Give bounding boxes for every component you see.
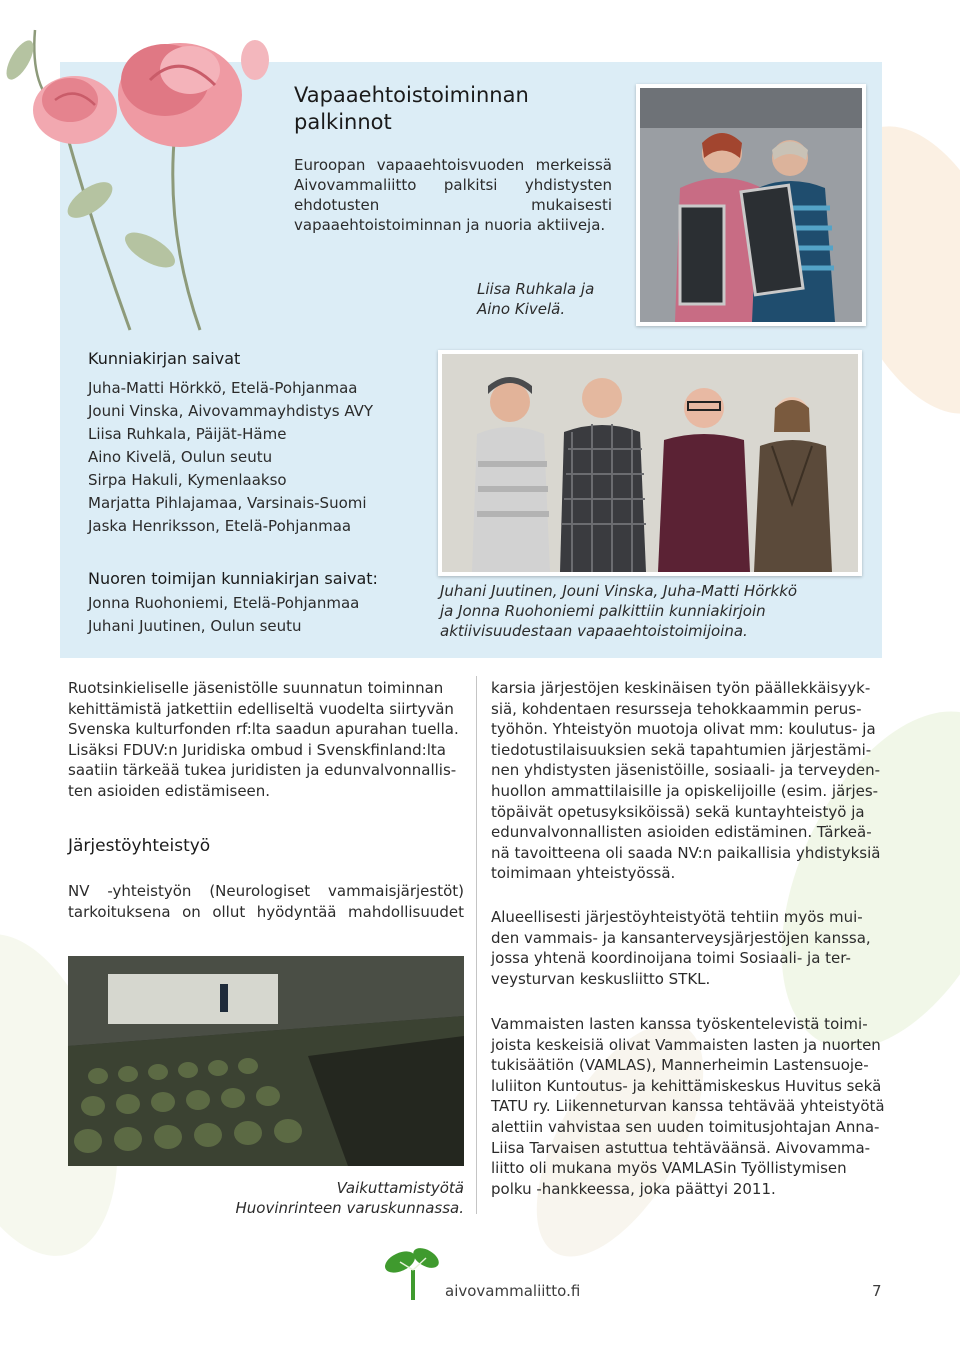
paragraph-line: veysturvan keskusliitto STKL. [491,969,711,988]
paragraph-line: Ruotsinkieliselle jäsenistölle suunnatun toiminnan [68,679,444,697]
caption-line: ja Jonna Ruohoniemi palkittiin kunniakirjoin [440,602,766,620]
awards-heading: Kunniakirjan saivat [88,349,241,368]
youth-recipient: Juhani Juutinen, Oulun seutu [88,617,302,635]
column-divider [476,676,477,1214]
paragraph-line: tukisäätiön (VAMLAS), Mannerheimin Lastensuoje- [491,1056,869,1075]
left-column-paragraph-2 [68,881,464,922]
award-recipient: Juha-Matti Hörkkö, Etelä-Pohjanmaa [88,379,358,397]
paragraph-line: alettiin vahvistaa sen uuden toimitusjohtajan Anna- [491,1117,880,1136]
paragraph-line: nen yhdistysten jäsenistöille, sosiaali- ja terveyden- [491,761,881,780]
caption-line: Vaikuttamistyötä [336,1179,464,1197]
photo-illustration [640,88,862,322]
paragraph-line: työhön. Yhteistyön muotoja olivat mm: koulutus- ja [491,720,876,739]
paragraph-line: Svenska kulturfonden rf:lta saadun apurahan tuella. [68,720,459,739]
caption-line: Juhani Juutinen, Jouni Vinska, Juha-Matti Hörkkö [440,582,798,600]
page-number: 7 [872,1282,882,1300]
paragraph-line: edunvalvonnallisten asioiden edistäminen. Tärkeä- [491,823,872,842]
paragraph-line: jossa yhtenä koordinoijana toimi Sosiaali- ja ter- [491,949,851,968]
paragraph-line: karsia järjestöjen keskinäisen työn päällekkäisyyk- [491,679,871,697]
award-recipient: Aino Kivelä, Oulun seutu [88,448,273,466]
paragraph-line: toimimaan yhteistyössä. [491,864,676,883]
paragraph-line: Alueellisesti järjestöyhteistyötä tehtiin myös mui- [491,908,863,926]
rose-illustration [0,0,300,340]
paragraph-line: luliiton Kuntoutus- ja kehittämiskeskus Huvitus sekä [491,1076,882,1095]
paragraph-line: joista keskeisiä olivat Vammaisten lasten ja nuorten [491,1035,881,1054]
right-column-paragraph-2 [491,907,886,989]
award-recipient: Marjatta Pihlajamaa, Varsinais-Suomi [88,494,367,512]
panel-title: Vapaaehtoistoiminnan palkinnot [294,83,529,134]
photo-illustration [442,354,858,572]
paragraph-line: siä, kohdentaen resursseja tehokkaammin perus- [491,699,862,718]
award-recipient: Jaska Henriksson, Etelä-Pohjanmaa [88,517,352,535]
footer-url: aivovammaliitto.fi [445,1282,581,1300]
awards-list [88,347,373,538]
paragraph-line: Lisäksi FDUV:n Juridiska ombud i Svenskfinland:lta [68,740,446,759]
paragraph-line: tiedotustilaisuuksien sekä tapahtumien järjestämi- [491,740,872,759]
award-recipient: Liisa Ruhkala, Päijät-Häme [88,425,287,443]
paragraph-line: den vammais- ja kansanterveysjärjestöjen kanssa, [491,928,871,947]
youth-recipient: Jonna Ruohoniemi, Etelä-Pohjanmaa [88,594,360,612]
photo3-caption [200,1178,464,1218]
section-heading: Järjestöyhteistyö [68,836,211,856]
paragraph-line: Liisa Tarvaisen astuttua tehtäväänsä. Aivovamma- [491,1138,871,1157]
paragraph-line: NV -yhteistyön (Neurologiset vammaisjärjestöt) [68,882,464,900]
award-winners-photo [636,84,866,326]
panel-intro: Euroopan vapaaehtoisvuoden merkeissä Aivovammaliitto palkitsi yhdistysten ehdotusten mukaisesti vapaaehtoistoiminnan ja nuoria aktiiveja. [294,156,612,234]
caption-line: aktiivisuudestaan vapaaehtoistoimijoina. [440,622,748,640]
photo1-caption [477,279,594,319]
paragraph-line: Vammaisten lasten kanssa työskentelevistä toimi- [491,1015,868,1033]
paragraph-line: TATU ry. Liikenneturvan kanssa tehtävää yhteistyötä [491,1097,885,1116]
award-recipient: Sirpa Hakuli, Kymenlaakso [88,471,287,489]
right-column-paragraph-1 [491,678,886,884]
youth-heading: Nuoren toimijan kunniakirjan saivat: [88,569,378,588]
paragraph-line: töpäivät opetusyksiköissä) sekä kuntayhteistyö ja [491,802,865,821]
sprout-logo-icon [380,1240,446,1302]
caption-line: Aino Kivelä. [477,300,566,318]
caption-line: Huovinrinteen varuskunnassa. [235,1199,464,1217]
paragraph-line: saatiin tärkeää tukea juridisten ja edunvalvonnallis- [68,761,457,780]
award-recipient: Jouni Vinska, Aivovammayhdistys AVY [88,402,374,420]
paragraph-line: kehittämistä jatkettiin edelliseltä vuodelta siirtyvän [68,699,454,718]
paragraph-line: liitto oli mukana myös VAMLASin Työllistymisen [491,1159,847,1178]
photo2-caption [440,581,797,641]
youth-awards-list [88,567,378,638]
paragraph-line: polku -hankkeessa, joka päättyi 2011. [491,1179,776,1198]
left-column-paragraph-1 [68,678,464,802]
paragraph-line: ten asioiden edistämiseen. [68,781,271,800]
paragraph-line: nä tavoitteena oli saada NV:n paikallisia yhdistyksiä [491,843,881,862]
right-column-paragraph-3 [491,1014,886,1199]
paragraph-line: tarkoituksena on ollut hyödyntää mahdollisuudet [68,902,464,921]
caption-line: Liisa Ruhkala ja [477,280,595,298]
auditorium-photo [68,956,464,1166]
paragraph-line: huollon ammattilaisille ja opiskelijoille (esim. järjes- [491,781,879,800]
group-photo [438,350,862,576]
photo-illustration [68,956,464,1166]
